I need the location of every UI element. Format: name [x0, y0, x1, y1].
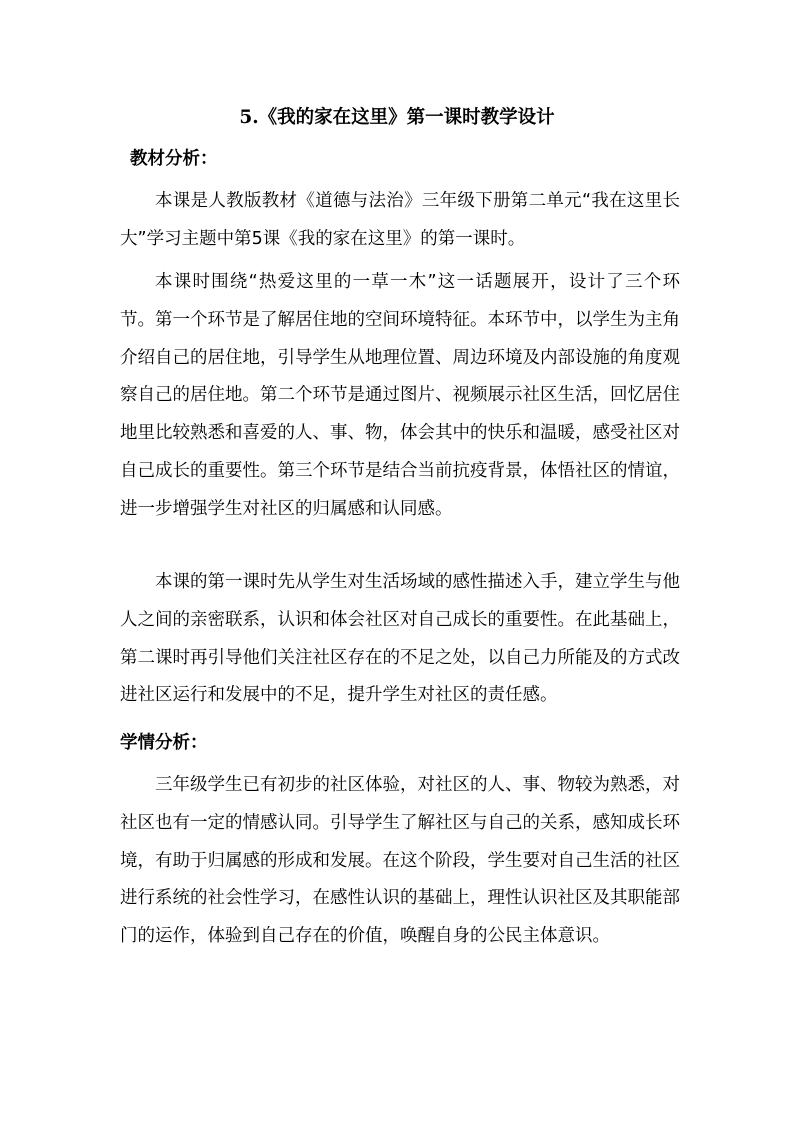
paragraph-textbook-analysis-2: 本课时围绕“热爱这里的一草一木”这一话题展开，设计了三个环节。第一个环节是了解居住地的空间环境特征。本环节中，以学生为主角介绍自己的居住地，引导学生从地理位置、周边环境及内部设施的角度观察自己的居住地。第二个环节是通过图片、视频展示社区生活，回忆居住地里比较熟悉和喜爱的人、事、物，体会其中的快乐和温暖，感受社区对自己成长的重要性。第三个环节是结合当前抗疫背景，体悟社区的情谊，进一步增强学生对社区的归属感和认同感。 [120, 272, 680, 519]
section-heading-student-analysis: 学情分析： [120, 733, 208, 753]
paragraph-student-analysis-1: 三年级学生已有初步的社区体验，对社区的人、事、物较为熟悉，对社区也有一定的情感认同。引导学生了解社区与自己的关系，感知成长环境，有助于归属感的形成和发展。在这个阶段，学生要对自己生活的社区进行系统的社会性学习，在感性认识的基础上，理性认识社区及其职能部门的运作，体验到自己存在的价值，唤醒自身的公民主体意识。 [120, 775, 680, 947]
section-heading-textbook-analysis: 教材分析： [130, 149, 218, 169]
document-title: 5.《我的家在这里》第一课时教学设计 [239, 107, 555, 128]
paragraph-textbook-analysis-3: 本课的第一课时先从学生对生活场域的感性描述入手，建立学生与他人之间的亲密联系，认识和体会社区对自己成长的重要性。在此基础上，第二课时再引导他们关注社区存在的不足之处，以自己力所能及的方式改进社区运行和发展中的不足，提升学生对社区的责任感。 [120, 572, 680, 706]
paragraph-textbook-analysis-1: 本课是人教版教材《道德与法治》三年级下册第二单元“我在这里长大”学习主题中第5课《我的家在这里》的第一课时。 [120, 191, 680, 249]
